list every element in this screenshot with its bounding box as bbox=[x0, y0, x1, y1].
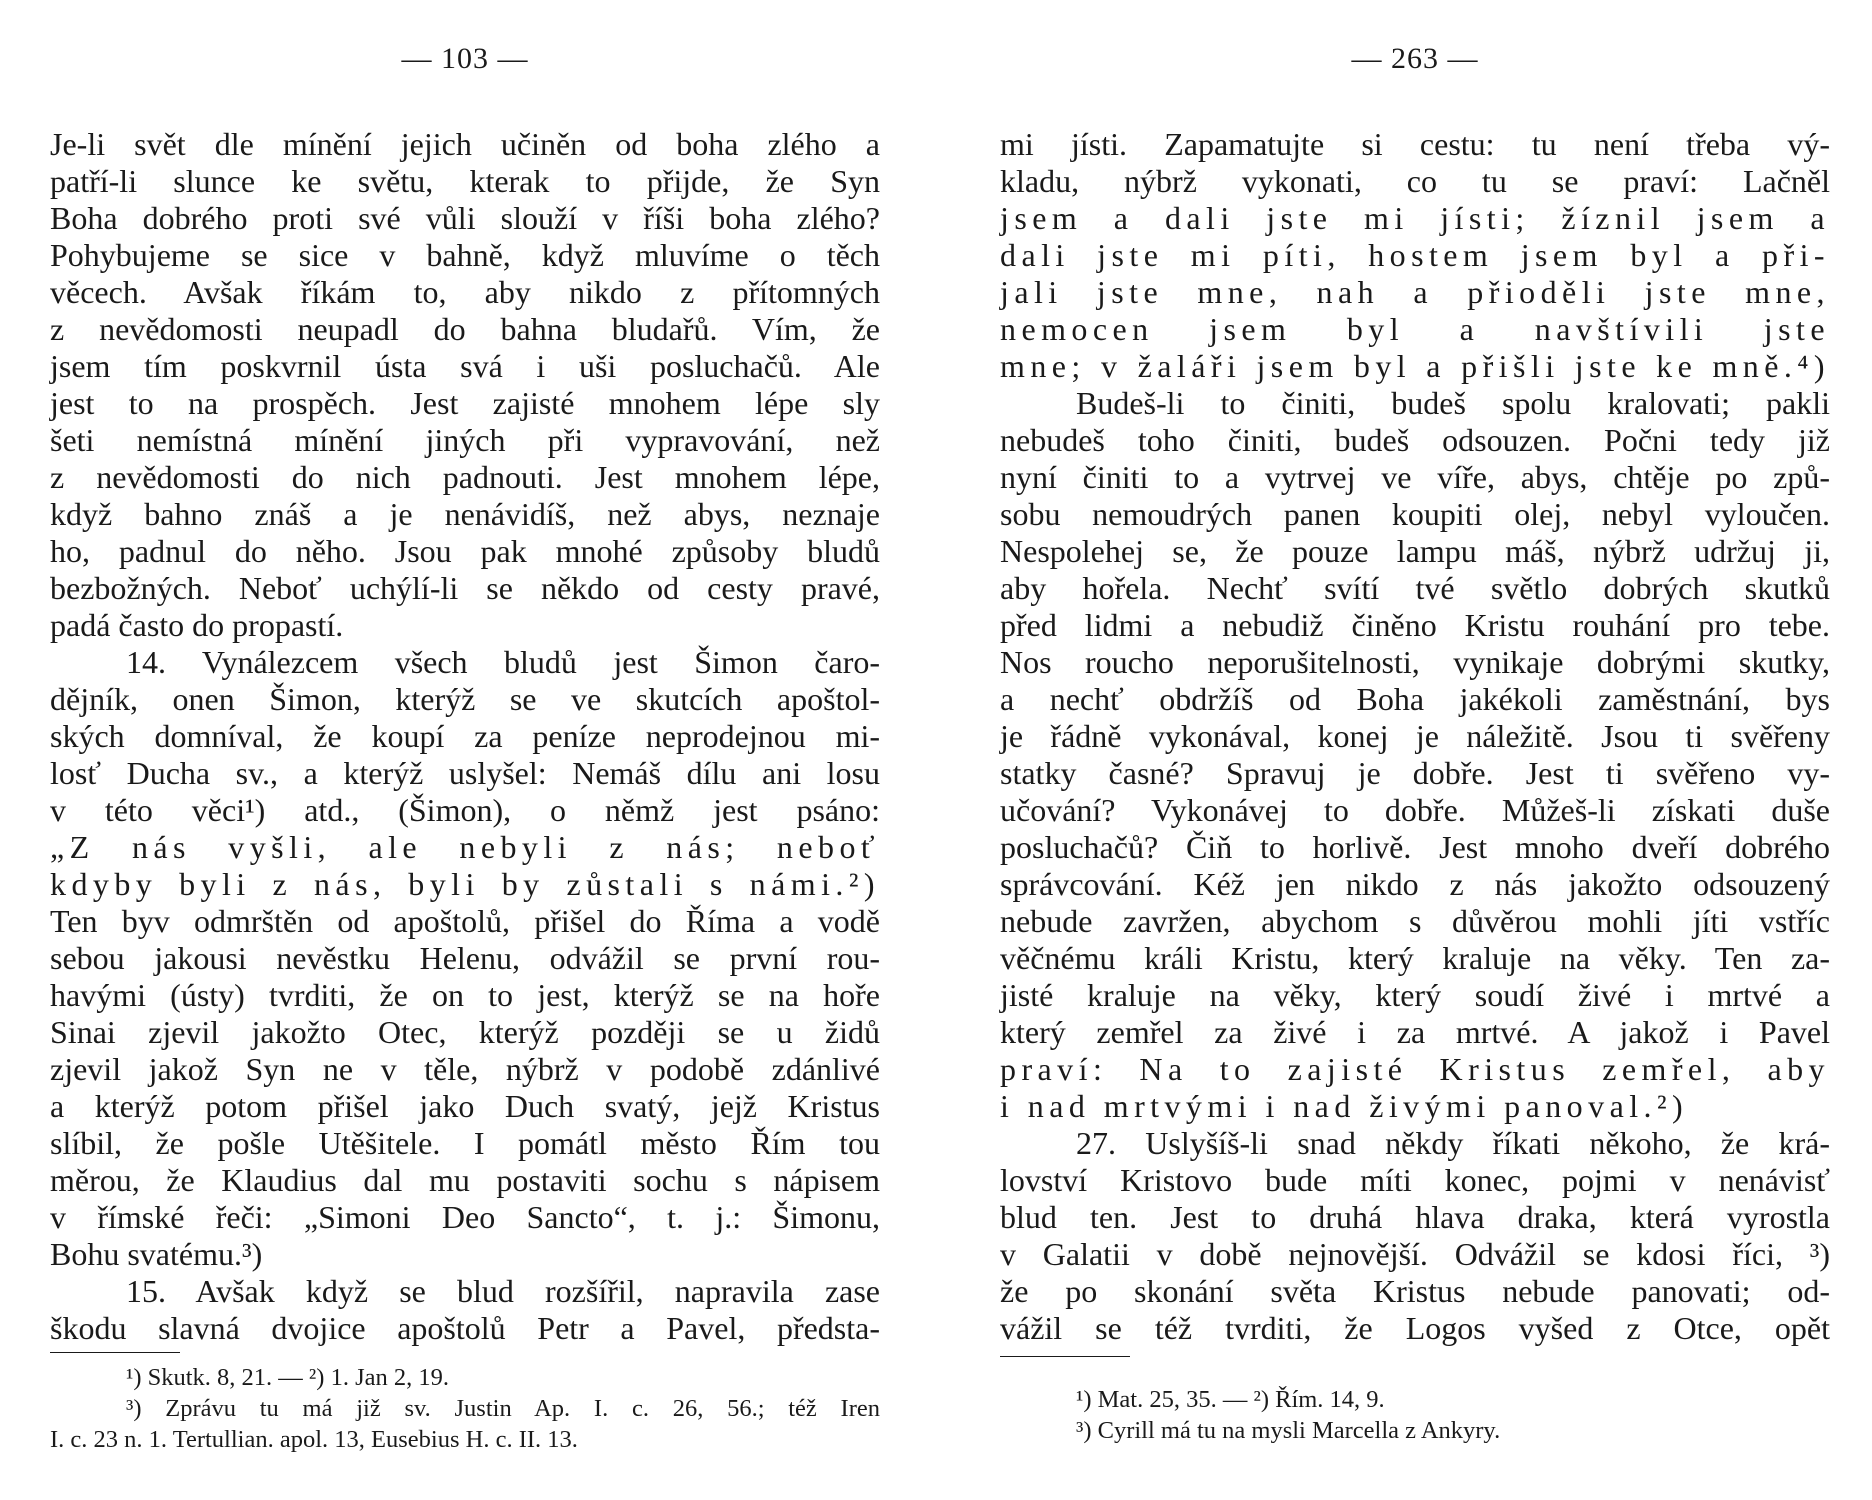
text-line: správcování. Kéž jen nikdo z nás jakožto odsouzený bbox=[1000, 866, 1830, 902]
text-line: vážil se též tvrditi, že Logos vyšed z Otce, opět bbox=[1000, 1310, 1830, 1346]
text-line: jsem tím poskvrnil ústa svá i uši posluchačů. Ale bbox=[50, 348, 880, 384]
text-line: v Galatii v době nejnovější. Odvážil se kdosi říci, ³) bbox=[1000, 1236, 1830, 1272]
text-line: ských domníval, že koupí za peníze neprodejnou mi- bbox=[50, 718, 880, 754]
text-line: škodu slavná dvojice apoštolů Petr a Pavel, předsta- bbox=[50, 1310, 880, 1346]
text-line: a kterýž potom přišel jako Duch svatý, jejž Kristus bbox=[50, 1088, 880, 1124]
spaced-quote-line: „Z nás vyšli, ale nebyli z nás; neboť bbox=[50, 829, 880, 865]
left-body-text bbox=[50, 126, 880, 1347]
text-line: zjevil jakož Syn ne v těle, nýbrž v podobě zdánlivé bbox=[50, 1051, 880, 1087]
text-line: Nespolehej se, že pouze lampu máš, nýbrž udržuj ji, bbox=[1000, 533, 1830, 569]
text-line: blud ten. Jest to druhá hlava draka, která vyrostla bbox=[1000, 1199, 1830, 1235]
text-line: aby hořela. Nechť svítí tvé světlo dobrých skutků bbox=[1000, 570, 1830, 606]
text-line: Pohybujeme se sice v bahně, když mluvíme o těch bbox=[50, 237, 880, 273]
text-line: který zemřel za živé i za mrtvé. A jakož i Pavel bbox=[1000, 1014, 1830, 1050]
spaced-quote-line: mne; v žaláři jsem byl a přišli jste ke mně.⁴) bbox=[1000, 348, 1830, 384]
footnote: ³) Cyrill má tu na mysli Marcella z Ankyry. bbox=[1076, 1417, 1501, 1444]
text-line: Boha dobrého proti své vůli slouží v říši boha zlého? bbox=[50, 200, 880, 236]
text-line: nyní činiti to a vytrvej ve víře, abys, chtěje po způ- bbox=[1000, 459, 1830, 495]
footnote: ³) Zprávu tu má již sv. Justin Ap. I. c. 26, 56.; též Iren bbox=[126, 1395, 880, 1422]
text-line: v římské řeči: „Simoni Deo Sancto“, t. j.: Šimonu, bbox=[50, 1199, 880, 1235]
footnote: ¹) Skutk. 8, 21. — ²) 1. Jan 2, 19. bbox=[126, 1364, 449, 1391]
text-line: bezbožných. Neboť uchýlí-li se někdo od cesty pravé, bbox=[50, 570, 880, 606]
text-line: a nechť obdržíš od Boha jakékoli zaměstnání, bys bbox=[1000, 681, 1830, 717]
text-line: z nevědomosti do nich padnouti. Jest mnohem lépe, bbox=[50, 459, 880, 495]
footnote: I. c. 23 n. 1. Tertullian. apol. 13, Eusebius H. c. II. 13. bbox=[50, 1426, 578, 1453]
right-page bbox=[1000, 0, 1830, 1500]
text-line: šeti nemístná mínění jiných při vypravování, než bbox=[50, 422, 880, 458]
spaced-quote-line: jali jste mne, nah a přioděli jste mne, bbox=[1000, 274, 1830, 310]
text-line: nebudeš toho činiti, budeš odsouzen. Počni tedy již bbox=[1000, 422, 1830, 458]
right-body-text bbox=[1000, 126, 1830, 1347]
spaced-quote-line: i nad mrtvými i nad živými panoval.²) bbox=[1000, 1088, 1689, 1124]
text-line: z nevědomosti neupadl do bahna bludařů. Vím, že bbox=[50, 311, 880, 347]
text-line: posluchačů? Čiň to horlivě. Jest mnoho dveří dobrého bbox=[1000, 829, 1830, 865]
text-line: statky časné? Spravuj je dobře. Jest ti svěřeno vy- bbox=[1000, 755, 1830, 791]
text-line: sebou jakousi nevěstku Helenu, odvážil se první rou- bbox=[50, 940, 880, 976]
text-line: mi jísti. Zapamatujte si cestu: tu není třeba vý- bbox=[1000, 126, 1830, 162]
right-page-number: — 263 — bbox=[1351, 42, 1479, 75]
text-line: Bohu svatému.³) bbox=[50, 1236, 263, 1272]
left-page-number: — 103 — bbox=[401, 42, 529, 75]
text-line: jisté kraluje na věky, který soudí živé i mrtvé a bbox=[1000, 977, 1830, 1013]
text-line: padá často do propastí. bbox=[50, 607, 344, 643]
footnote-rule bbox=[50, 1352, 180, 1353]
text-line: slíbil, že pošle Utěšitele. I pomátl město Řím tou bbox=[50, 1125, 880, 1161]
footnote-rule bbox=[1000, 1356, 1130, 1357]
text-line: v této věci¹) atd., (Šimon), o němž jest psáno: bbox=[50, 792, 880, 828]
text-line: Ten byv odmrštěn od apoštolů, přišel do Říma a vodě bbox=[50, 903, 880, 939]
text-line: Sinai zjevil jakožto Otec, kterýž později se u židů bbox=[50, 1014, 880, 1050]
paragraph-27-start: 27. Uslyšíš-li snad někdy říkati někoho, že krá- bbox=[1076, 1125, 1830, 1161]
paragraph-15-start: 15. Avšak když se blud rozšířil, napravila zase bbox=[126, 1273, 880, 1309]
spaced-quote-line: dali jste mi píti, hostem jsem byl a při- bbox=[1000, 237, 1830, 273]
text-line: jest to na prospěch. Jest zajisté mnohem lépe sly bbox=[50, 385, 880, 421]
text-line: věcech. Avšak říkám to, aby nikdo z přítomných bbox=[50, 274, 880, 310]
spaced-quote-line: jsem a dali jste mi jísti; žíznil jsem a bbox=[1000, 200, 1830, 236]
text-line: losť Ducha sv., a kterýž uslyšel: Nemáš dílu ani losu bbox=[50, 755, 880, 791]
text-line: havými (ústy) tvrditi, že on to jest, kterýž se na hoře bbox=[50, 977, 880, 1013]
text-line: lovství Kristovo bude míti konec, pojmi v nenávisť bbox=[1000, 1162, 1830, 1198]
text-line: dějník, onen Šimon, kterýž se ve skutcích apoštol- bbox=[50, 681, 880, 717]
text-line: učování? Vykonávej to dobře. Můžeš-li získati duše bbox=[1000, 792, 1830, 828]
left-page bbox=[50, 0, 880, 1500]
text-line: před lidmi a nebudiž činěno Kristu rouhání pro tebe. bbox=[1000, 607, 1830, 643]
text-line: sobu nemoudrých panen koupiti olej, nebyl vyloučen. bbox=[1000, 496, 1830, 532]
text-line: když bahno znáš a je nenávidíš, než abys, neznaje bbox=[50, 496, 880, 532]
text-line: kladu, nýbrž vykonati, co tu se praví: Lačněl bbox=[1000, 163, 1830, 199]
paragraph-14-start: 14. Vynálezcem všech bludů jest Šimon čaro- bbox=[126, 644, 880, 680]
spaced-quote-line: praví: Na to zajisté Kristus zemřel, aby bbox=[1000, 1051, 1830, 1087]
text-line: že po skonání světa Kristus nebude panovati; od- bbox=[1000, 1273, 1830, 1309]
text-line: Budeš-li to činiti, budeš spolu kralovati; pakli bbox=[1076, 385, 1830, 421]
left-footnotes bbox=[50, 1362, 880, 1455]
text-line: ho, padnul do něho. Jsou pak mnohé způsoby bludů bbox=[50, 533, 880, 569]
text-line: Nos roucho neporušitelnosti, vynikaje dobrými skutky, bbox=[1000, 644, 1830, 680]
spaced-quote-line: nemocen jsem byl a navštívili jste bbox=[1000, 311, 1830, 347]
spaced-quote-line: kdyby byli z nás, byli by zůstali s námi.²) bbox=[50, 866, 880, 902]
text-line: nebude zavržen, abychom s důvěrou mohli jíti vstříc bbox=[1000, 903, 1830, 939]
right-footnotes bbox=[1000, 1384, 1830, 1446]
text-line: věčnému králi Kristu, který kraluje na věky. Ten za- bbox=[1000, 940, 1830, 976]
text-line: měrou, že Klaudius dal mu postaviti sochu s nápisem bbox=[50, 1162, 880, 1198]
text-line: patří-li slunce ke světu, kterak to přijde, že Syn bbox=[50, 163, 880, 199]
text-line: je řádně vykonával, konej je náležitě. Jsou ti svěřeny bbox=[1000, 718, 1830, 754]
footnote: ¹) Mat. 25, 35. — ²) Řím. 14, 9. bbox=[1076, 1386, 1385, 1413]
text-line: Je-li svět dle mínění jejich učiněn od boha zlého a bbox=[50, 126, 880, 162]
